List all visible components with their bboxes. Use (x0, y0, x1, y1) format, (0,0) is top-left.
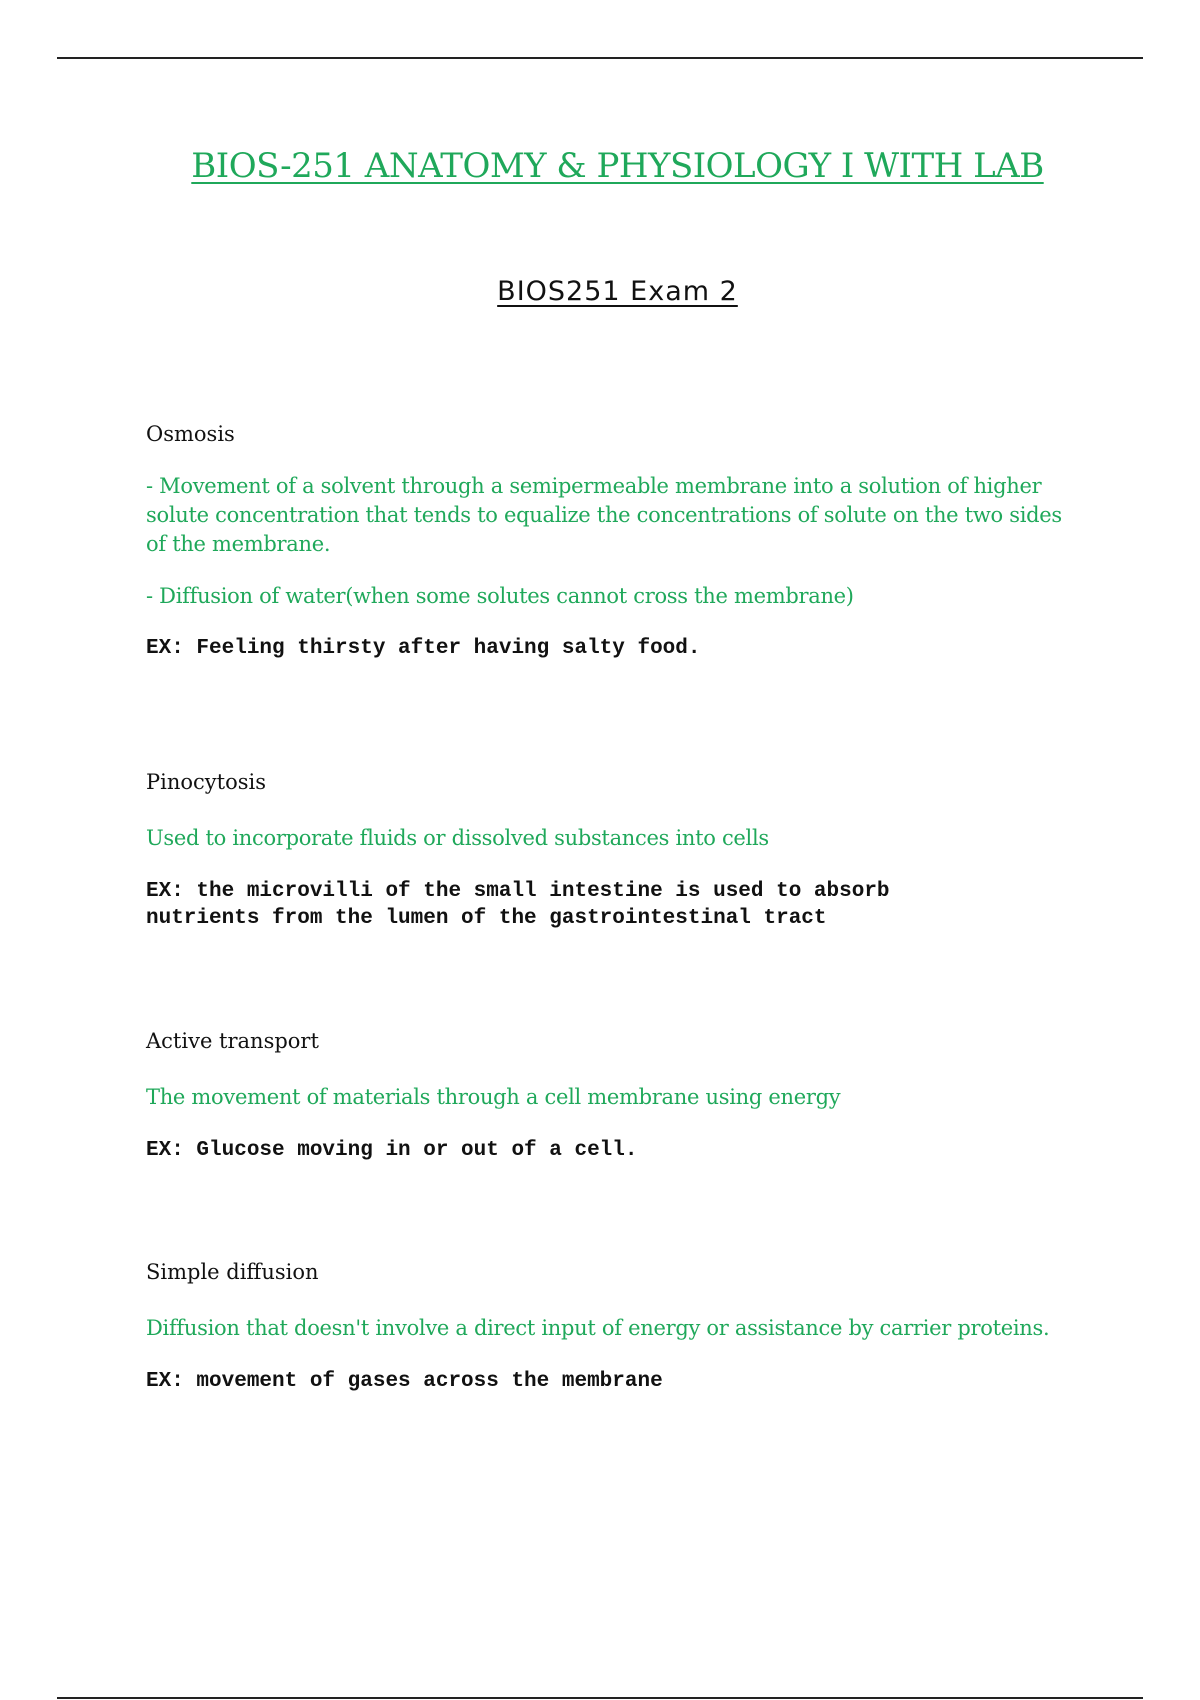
example-text: EX: the microvilli of the small intestine is used to absorb nutrients from the lumen of the gastrointestinal tract (146, 880, 890, 930)
example-text: EX: movement of gases across the membrane (146, 1370, 663, 1393)
section-heading: Pinocytosis (146, 770, 266, 794)
section-simple-diffusion (146, 1257, 1066, 1395)
bottom-rule (57, 1697, 1143, 1699)
section-active-transport (146, 1026, 1066, 1164)
section-osmosis (146, 419, 1066, 662)
definition-text: - Diffusion of water(when some solutes cannot cross the membrane) (146, 584, 854, 608)
definition-text: The movement of materials through a cell membrane using energy (146, 1085, 841, 1109)
section-heading: Active transport (146, 1029, 319, 1053)
definition-text: Used to incorporate fluids or dissolved substances into cells (146, 826, 769, 850)
course-title: BIOS-251 ANATOMY & PHYSIOLOGY I WITH LAB (191, 146, 1044, 186)
example-text: EX: Glucose moving in or out of a cell. (146, 1139, 638, 1162)
definition-text: Diffusion that doesn't involve a direct input of energy or assistance by carrier proteins. (146, 1316, 1050, 1340)
definition-text: - Movement of a solvent through a semipermeable membrane into a solution of higher solute concentration that tends to equalize the concentrations of solute on the two sides of the membrane. (146, 474, 1062, 556)
section-pinocytosis (146, 767, 1066, 932)
top-rule (57, 57, 1143, 59)
exam-title: BIOS251 Exam 2 (497, 276, 738, 307)
example-text: EX: Feeling thirsty after having salty food. (146, 637, 701, 660)
section-heading: Simple diffusion (146, 1260, 319, 1284)
section-heading: Osmosis (146, 422, 235, 446)
